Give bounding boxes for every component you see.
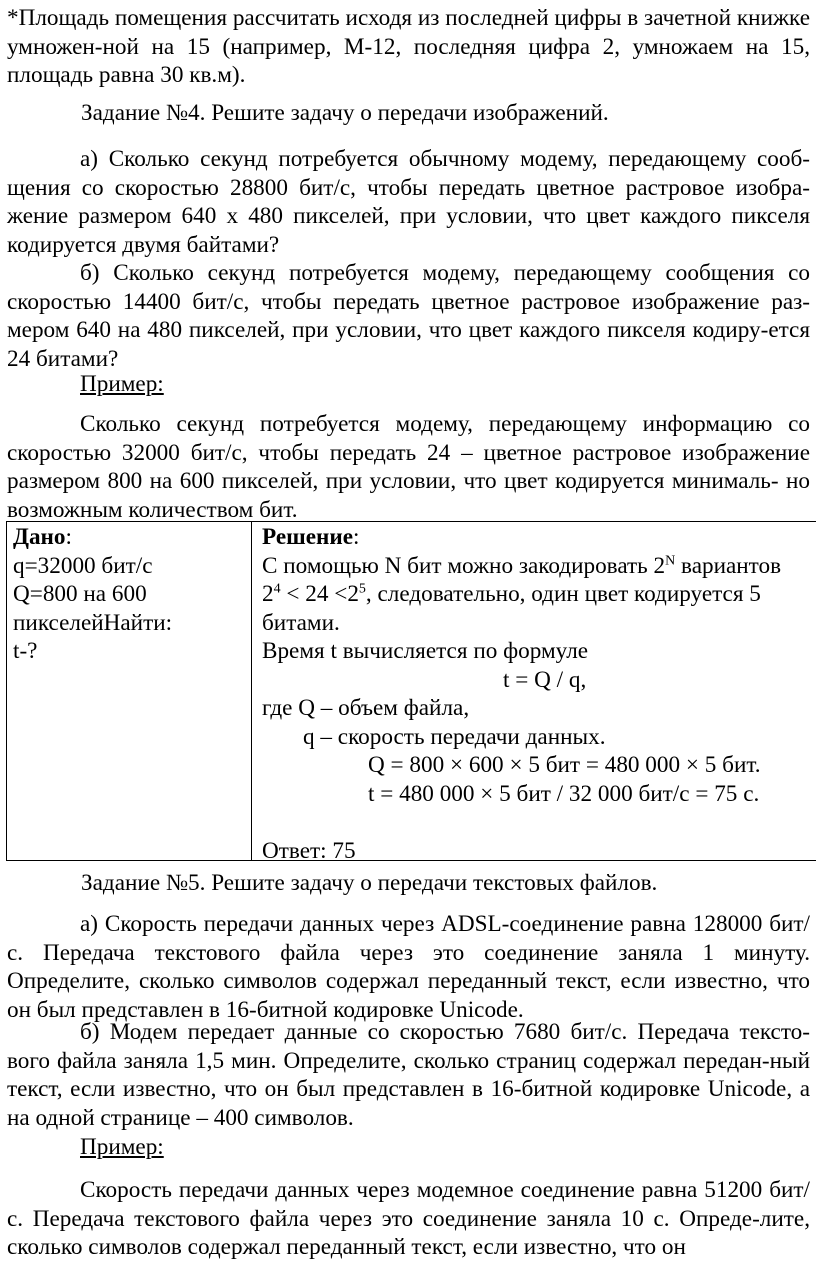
line2-sup2: 5 <box>358 581 366 597</box>
solution-spacer <box>262 808 816 837</box>
task5-part-a: а) Скорость передачи данных через ADSL-соединение равна 128000 бит/с. Передача текстового файла через это соединение заняла 1 минуту. Определите, сколько символов содержал переданный текст, если известно, что он был представлен в 16-битной кодировке Unicode. <box>7 911 810 1023</box>
solution-answer: Ответ: 75 <box>262 837 356 864</box>
solution-line-1 <box>262 552 816 581</box>
line2-a: 2 <box>262 581 274 607</box>
line1-tail: вариантов <box>675 552 782 579</box>
task4-example-label: Пример: <box>80 371 164 397</box>
solution-cell <box>262 523 816 865</box>
solution-heading <box>262 523 816 552</box>
task4-part-b: б) Сколько секунд потребуется модему, передающему сообщения со скоростью 14400 бит/с, чтобы передать цветное растровое изображение раз-мером 640 на 480 пикселей, при условии, что цвет каждого пикселя кодиру-ется 24 битами? <box>7 260 810 372</box>
given-cell <box>13 523 247 666</box>
solution-line-3: битами. <box>262 609 340 636</box>
solution-line-6: где Q – объем файла, <box>262 695 470 721</box>
solution-table <box>6 521 816 864</box>
solution-colon: : <box>353 524 360 550</box>
line1-text: С помощью N бит можно закодировать 2 <box>262 552 666 579</box>
given-label: Дано <box>13 524 66 550</box>
solution-line-2 <box>262 580 816 609</box>
solution-line-4: Время t вычисляется по формуле <box>262 638 589 664</box>
line1-sup: N <box>665 552 676 568</box>
area-note-paragraph: *Площадь помещения рассчитать исходя из последней цифры в зачетной книжке умножен-ной на 15 (например, М-12, последняя цифра 2, умножаем на 15, площадь равна 30 кв.м). <box>7 5 810 89</box>
given-line: пикселейНайти: <box>13 609 173 636</box>
task5-heading: Задание №5. Решите задачу о передачи текстовых файлов. <box>81 870 658 896</box>
line2-sup1: 4 <box>273 581 281 597</box>
solution-line-8: Q = 800 × 600 × 5 бит = 480 000 × 5 бит. <box>368 752 761 778</box>
task4-example-text: Сколько секунд потребуется модему, передающему информацию со скоростью 32000 бит/с, чтобы передать 24 – цветное растровое изображение размером 800 на 600 пикселей, при условии, что цвет кодируется минималь- но возможным количеством бит. <box>7 411 810 523</box>
given-line: Q=800 на 600 <box>13 581 147 607</box>
task5-part-b: б) Модем передает данные со скоростью 7680 бит/с. Передача тексто-вого файла заняла 1,5 мин. Определите, сколько страниц содержал передан-ный текст, если известно, что он был представлен в 16-битной кодировке Unicode, а на одной странице – 400 символов. <box>7 1019 810 1131</box>
task5-example-text: Скорость передачи данных через модемное соединение равна 51200 бит/с. Передача текстового файла через это соединение заняла 10 с. Опреде-лите, сколько символов содержал переданный текст, если известно, что он <box>7 1177 810 1261</box>
line2-c: , следовательно, один цвет кодируется 5 <box>365 581 761 607</box>
task4-heading: Задание №4. Решите задачу о передачи изображений. <box>81 100 609 126</box>
given-heading <box>13 523 247 552</box>
task4-part-a: а) Сколько секунд потребуется обычному модему, передающему сооб- щения со скоростью 28800 бит/с, чтобы передать цветное растровое изобра- жение размером 640 х 480 пикселей, при условии, что цвет каждого пикселя кодируется двумя байтами? <box>7 146 810 258</box>
solution-line-9: t = 480 000 × 5 бит / 32 000 бит/с = 75 с. <box>368 780 760 807</box>
table-divider <box>251 522 252 860</box>
solution-line-7: q – скорость передачи данных. <box>303 723 606 750</box>
given-line: t-? <box>13 638 38 664</box>
line2-b: < 24 <2 <box>280 581 359 607</box>
given-colon: : <box>65 524 72 550</box>
solution-formula: t = Q / q, <box>503 666 587 693</box>
solution-label: Решение <box>262 524 354 550</box>
task5-example-label: Пример: <box>80 1134 164 1160</box>
given-line: q=32000 бит/с <box>13 552 153 579</box>
